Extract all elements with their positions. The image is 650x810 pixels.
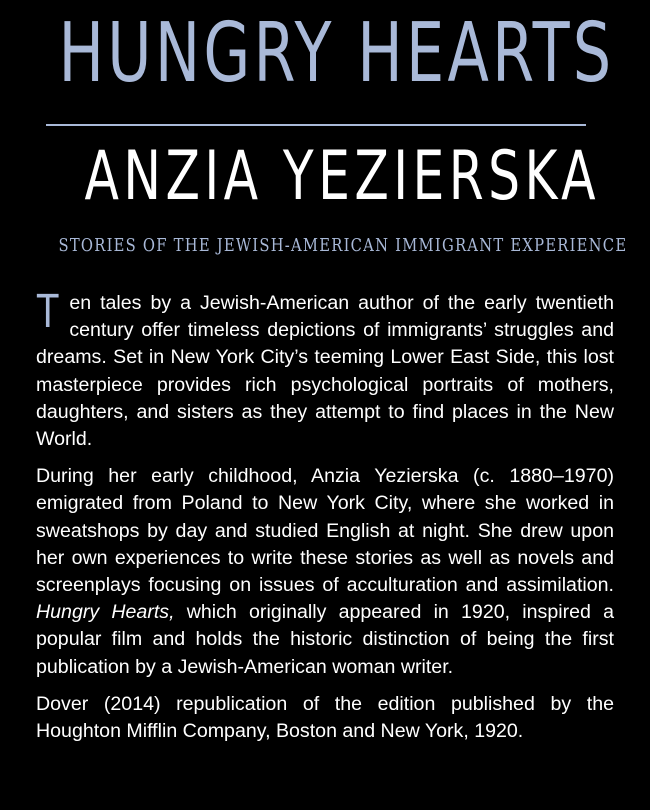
drop-cap: T: [36, 285, 60, 338]
book-title: HUNGRY HEARTS: [58, 6, 615, 101]
book-author: ANZIA YEZIERSKA: [84, 137, 600, 216]
italic-book-title: Hungry Hearts,: [36, 601, 175, 624]
description-paragraph-1: [36, 285, 614, 453]
book-subtitle: STORIES OF THE JEWISH-AMERICAN IMMIGRANT EXPERIENCE: [58, 235, 628, 256]
description-paragraph-2: [36, 463, 614, 681]
title-divider: [46, 124, 586, 126]
paragraph-2-text-b: which originally appeared in 1920, inspired a popular film and holds the historic distinction of being the first publication by a Jewish-American woman writer.: [36, 601, 615, 678]
paragraph-1-text: en tales by a Jewish-American author of the early twentieth century offer timeless depictions of immigrants’ struggles and dreams. Set in New York City’s teeming Lower East Side, this lost masterpiece provides rich psychological portraits of mothers, daughters, and sisters as they attempt to find places in the New World.: [36, 292, 614, 451]
description-paragraph-3: Dover (2014) republication of the edition published by the Houghton Mifflin Company, Boston and New York, 1920.: [36, 692, 614, 743]
description-body: [36, 285, 615, 755]
paragraph-2-text-a: During her early childhood, Anzia Yezierska (c. 1880–1970) emigrated from Poland to New York City, where she worked in sweatshops by day and studied English at night. She drew upon her own experiences to write these stories as well as novels and screenplays focusing on issues of acculturation and assimilation.: [36, 465, 614, 597]
